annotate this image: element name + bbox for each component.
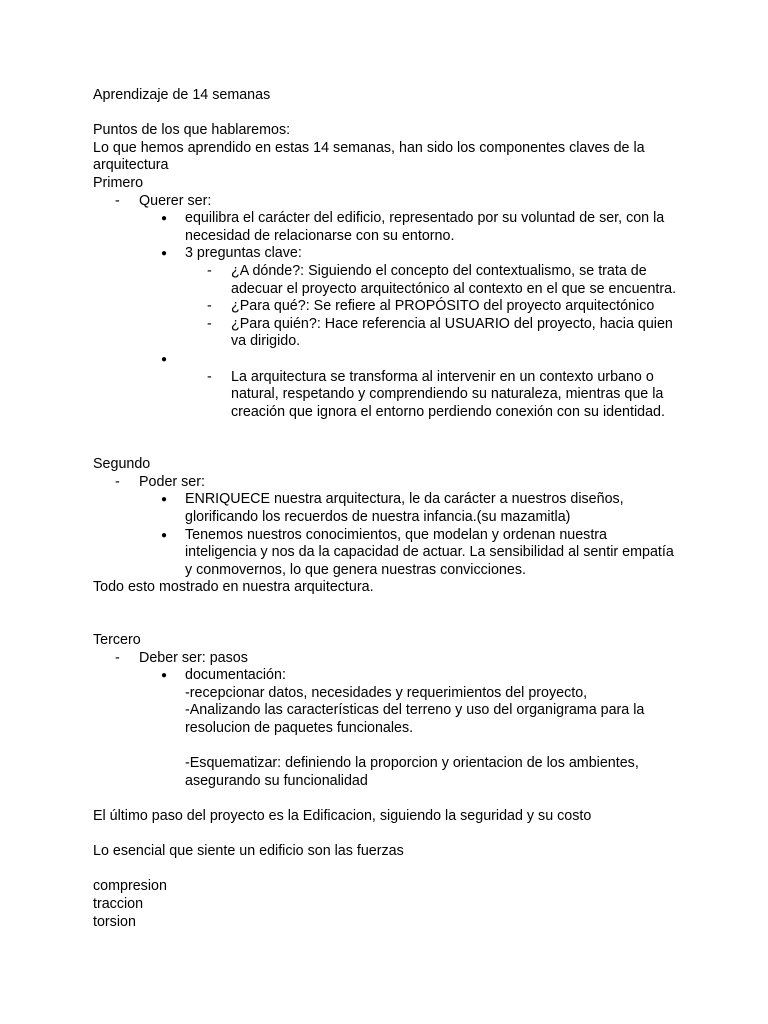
bullet-text: glorificando los recuerdos de nuestra infancia.(su mazamitla) <box>185 509 571 526</box>
intro-line: arquitectura <box>93 157 169 174</box>
sub-item-text: La arquitectura se transforma al intervenir en un contexto urbano o <box>231 368 654 385</box>
section-heading-tercero: Tercero <box>93 632 141 649</box>
sub-list-item <box>93 298 693 316</box>
dash-marker: - <box>207 262 212 279</box>
list-item-text: Poder ser: <box>139 473 205 490</box>
empty-bullet-item <box>93 351 693 369</box>
list-item-querer-ser <box>93 193 693 211</box>
bullet-item <box>93 491 693 526</box>
intro-line: Lo que hemos aprendido en estas 14 semanas, han sido los componentes claves de la <box>93 139 645 156</box>
section-heading-segundo: Segundo <box>93 456 151 473</box>
bullet-text: documentación: <box>185 667 286 684</box>
bullet-text: resolucion de paquetes funcionales. <box>185 720 414 736</box>
bullet-text: necesidad de relacionarse con su entorno. <box>185 227 455 244</box>
bullet-item <box>93 245 693 263</box>
blank-line <box>93 421 693 456</box>
force-item: torsion <box>93 913 136 930</box>
bullet-item <box>93 527 693 580</box>
sub-item-text: ¿A dónde?: Siguiendo el concepto del contextualismo, se trata de <box>231 262 647 279</box>
sub-list-item <box>93 369 693 422</box>
sub-list-item <box>93 263 693 298</box>
bullet-text: asegurando su funcionalidad <box>185 772 368 789</box>
dash-marker: - <box>207 298 212 315</box>
list-item-poder-ser <box>93 474 693 492</box>
bullet-text: 3 preguntas clave: <box>185 245 302 262</box>
bullet-item <box>93 210 693 245</box>
sub-item-text: ¿Para quién?: Hace referencia al USUARIO del proyecto, hacia quien <box>231 315 673 332</box>
bullet-item <box>93 667 693 790</box>
blank-line <box>93 861 693 879</box>
bullet-text: equilibra el carácter del edificio, representado por su voluntad de ser, con la <box>185 210 665 227</box>
sub-item-text: adecuar el proyecto arquitectónico al contexto en el que se encuentra. <box>231 280 677 297</box>
dash-marker: - <box>207 368 212 385</box>
intro-label: Puntos de los que hablaremos: <box>93 122 291 139</box>
bullet-text: inteligencia y nos da la capacidad de actuar. La sensibilidad al sentir empatía <box>185 544 674 561</box>
bullet-text: -recepcionar datos, necesidades y requerimientos del proyecto, <box>185 684 588 701</box>
bullet-text: ENRIQUECE nuestra arquitectura, le da carácter a nuestros diseños, <box>185 491 624 508</box>
dash-marker: - <box>207 315 212 332</box>
bullet-marker: ● <box>161 670 168 682</box>
list-item-deber-ser <box>93 650 693 668</box>
final-paragraph: Lo esencial que siente un edificio son las fuerzas <box>93 843 404 860</box>
blank-line <box>93 826 693 844</box>
bullet-marker: ● <box>161 494 168 506</box>
blank-line <box>93 105 693 123</box>
sub-item-text: ¿Para qué?: Se refiere al PROPÓSITO del proyecto arquitectónico <box>231 298 655 315</box>
bullet-text: y conmovernos, lo que genera nuestras convicciones. <box>185 561 526 578</box>
bullet-marker: ● <box>161 353 168 365</box>
sub-item-text: natural, respetando y comprendiendo su naturaleza, mientras que la <box>231 386 664 403</box>
force-item: traccion <box>93 895 144 912</box>
bullet-text-empty <box>185 351 693 369</box>
blank-line <box>93 790 693 808</box>
sub-item-text: creación que ignora el entorno perdiendo conexión con su identidad. <box>231 403 665 420</box>
force-item: compresion <box>93 878 167 895</box>
sub-list-item <box>93 316 693 351</box>
bullet-text: -Analizando las características del terreno y uso del organigrama para la <box>185 702 645 719</box>
dash-marker: - <box>115 192 120 209</box>
list-item-text: Deber ser: pasos <box>139 649 248 666</box>
dash-marker: - <box>115 473 120 490</box>
final-paragraph: El último paso del proyecto es la Edificacion, siguiendo la seguridad y su costo <box>93 807 592 824</box>
bullet-marker: ● <box>161 213 168 225</box>
section-heading-primero: Primero <box>93 174 144 191</box>
bullet-text: Tenemos nuestros conocimientos, que modelan y ordenan nuestra <box>185 526 608 543</box>
bullet-marker: ● <box>161 529 168 541</box>
list-item-text: Querer ser: <box>139 192 212 209</box>
bullet-marker: ● <box>161 248 168 260</box>
section-closing: Todo esto mostrado en nuestra arquitectura. <box>93 579 374 596</box>
bullet-text: -Esquematizar: definiendo la proporcion y orientacion de los ambientes, <box>185 755 639 772</box>
dash-marker: - <box>115 649 120 666</box>
sub-item-text: va dirigido. <box>231 333 301 350</box>
document-page <box>93 87 693 931</box>
blank-line <box>185 738 693 756</box>
blank-line <box>93 597 693 632</box>
document-title: Aprendizaje de 14 semanas <box>93 87 271 103</box>
